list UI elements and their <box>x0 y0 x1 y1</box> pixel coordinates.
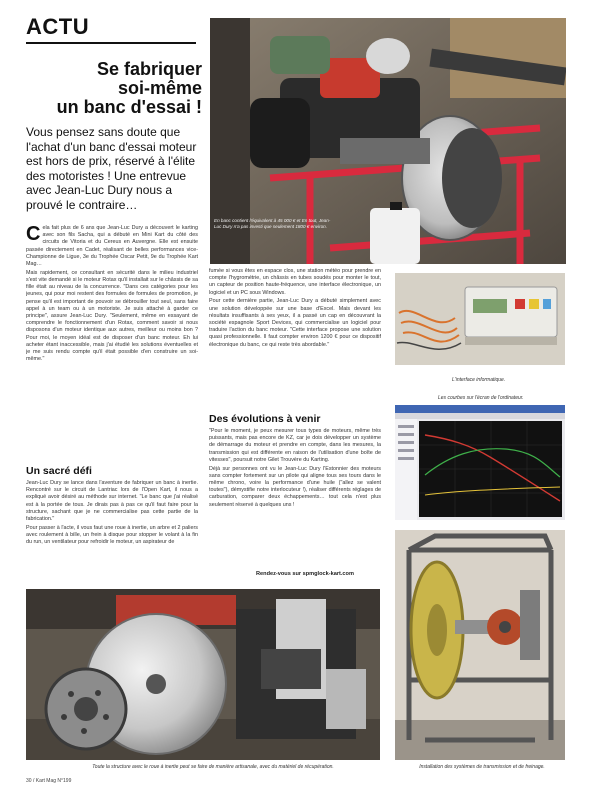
headline-line-3: un banc d'essai ! <box>56 97 202 117</box>
col1-paragraph: ela fait plus de 6 ans que Jean-Luc Dury a découvert le karting avec son fils Sacha, qui a débuté en Mini Kart du côté des circuits de Vitoria et du Cereus en Auvergne. Elle est ensuite passée directement en Cadet, réalisant de belles performances vice-Championne de Ligue, 3e du Trophée Oscar Petit, 9e du Trophée Kart Mag… <box>26 225 198 268</box>
section-tag: ACTU <box>26 14 90 39</box>
subhead-des-evolutions: Des évolutions à venir <box>209 413 321 425</box>
inertia-wheel-illustration <box>26 589 380 760</box>
interface-device-illustration <box>395 273 565 365</box>
computer-screen-photo <box>395 405 565 520</box>
bottom-left-caption: Toute la structure avec le roue à inertie peut se faire de manière artisanale, avec du matériel de récupération. <box>92 764 334 770</box>
top-photo-caption: En banc contient l'équivalent à 45 000 € et En tout, Jean-Luc Dury n'a pas investi que seulement 1800 € environ. <box>214 218 331 229</box>
transmission-photo <box>395 530 565 760</box>
headline <box>26 60 202 117</box>
intro-paragraph: Vous pensez sans doute que l'achat d'un banc d'essai moteur est hors de prix, réservé à l'élite des motoristes ! Une entrevue avec Jean-Luc Dury nous a prouvé le contraire… <box>26 125 197 212</box>
column-2-text-2 <box>209 428 381 568</box>
column-1-text <box>26 225 198 461</box>
headline-line-1: Se fabriquer <box>96 59 202 79</box>
col1-paragraph: Pour passer à l'acte, il vous faut une roue à inertie, un arbre et 2 paliers avec roulement à bille, un frein à disque pour stopper le volant à la fin du run, un ventilateur pour refroidir le moteur, un aspirateur de <box>26 524 198 546</box>
screen-caption: Les courbes sur l'écran de l'ordinateur. <box>438 395 524 401</box>
col2-paragraph: Déjà sur personnes ont vu le Jean-Luc Dury l'Estonnier des moteurs sans compter fortement sur un pilote qui aligne tous ses tours dans le même chrono, voire la performance d'une huile ("allez se valent toutes"), démystifie notre interlocuteur !), réaliser différents réglages de carburation, comparer deux échappements… tout cela n'est plus seulement réservé à quelques uns ! <box>209 465 381 508</box>
col2-paragraph: "Pour le moment, je peux mesurer tous types de moteurs, même très puissants, mais pas encore de KZ, car je dois développer un système de démarrage du moteur et prendre en compte, dans les mesures, la transmission qui est différente en raison de l'utilisation d'une boîte de vitesses", poursuit notre Gilet Trouvère du Karting. <box>209 428 381 463</box>
headline-line-2: soi-même <box>117 78 202 98</box>
interface-device-photo <box>395 273 565 365</box>
transmission-illustration <box>395 530 565 760</box>
bottom-right-caption: Installation des systèmes de transmission et de freinage. <box>419 764 545 770</box>
engine-bench-photo <box>210 18 566 264</box>
subhead-un-sacre-defi: Un sacré défi <box>26 465 92 477</box>
website-signoff: Rendez-vous sur spmglock-kart.com <box>256 571 354 577</box>
drop-cap: C <box>26 225 41 245</box>
interface-caption: L'interface informatique. <box>452 377 506 383</box>
col1-paragraph: Jean-Luc Dury se lance dans l'aventure de fabriquer un banc à inertie. Rencontré sur le circuit de Lantriac lors de l'Open Kart, il nous a expliqué avoir désiré au méthode sur internet. "Le banc que j'ai réalisé est à la portée de tous. Je dirais pas à pas ce qu'il faut faire pour la structure, sachant que je ne commercialise pas cette partie de la fabrication." <box>26 480 198 523</box>
col2-paragraph: Pour cette dernière partie, Jean-Luc Dury a débuté simplement avec une solution développée sur une base d'Excel. Mais devant les résultats insuffisants à ses yeux, il a passé un cap en découvrant la société espagnole Sport Devices, qui commercialise un logiciel pour traduire l'action du banc moteur. "Cette interface propose une solution quasi professionnelle. Il faut compter environ 1200 € pour ce dispositif électronique du banc, ce qui reste très abordable." <box>209 298 381 348</box>
col1-paragraph: Mais rapidement, ce consultant en sécurité dans le milieu industriel s'est vite demandé si le moteur Rotax qu'il installait sur le châssis de sa fille était au niveau de la concurrence. "Dans ces catégories pour les jeunes, qui pour moi restent des formules de formules de promotion, je pense qu'il est important de pouvoir se débrouiller tout seul, sans faire appel à un team ou à un motoriste. Je suis attaché à garder ce principe", assure Jean-Luc Dury. "Seulement, même en essayant de comprendre le fonctionnement d'un Rotax, comment savoir si nous disposons d'un moteur identique aux autres, meilleur ou moins bon ? Pour moi, le moyen idéal est de disposer d'un banc moteur. Eh lui acheter étant inaccessible, mais j'ai étudié les solutions éventuelles et je me suis rendu compte qu'il était possible d'en construire un soi-même." <box>26 269 198 363</box>
inertia-wheel-photo <box>26 589 380 760</box>
column-1-text-2 <box>26 480 198 584</box>
section-rule <box>26 42 196 44</box>
page-footer: 30 / Kart Mag N°199 <box>26 778 72 784</box>
col2-paragraph: fumée si vous êtes en espace clos, une station météo pour prendre en compte l'hygrométrie, un châssis en tubes soudés pour monter le tout, un capteur de position haute-fréquence, une interface électronique, un logiciel et un PC sous Windows. <box>209 268 381 296</box>
power-curve-screen-illustration <box>395 405 565 520</box>
column-2-text <box>209 268 381 408</box>
